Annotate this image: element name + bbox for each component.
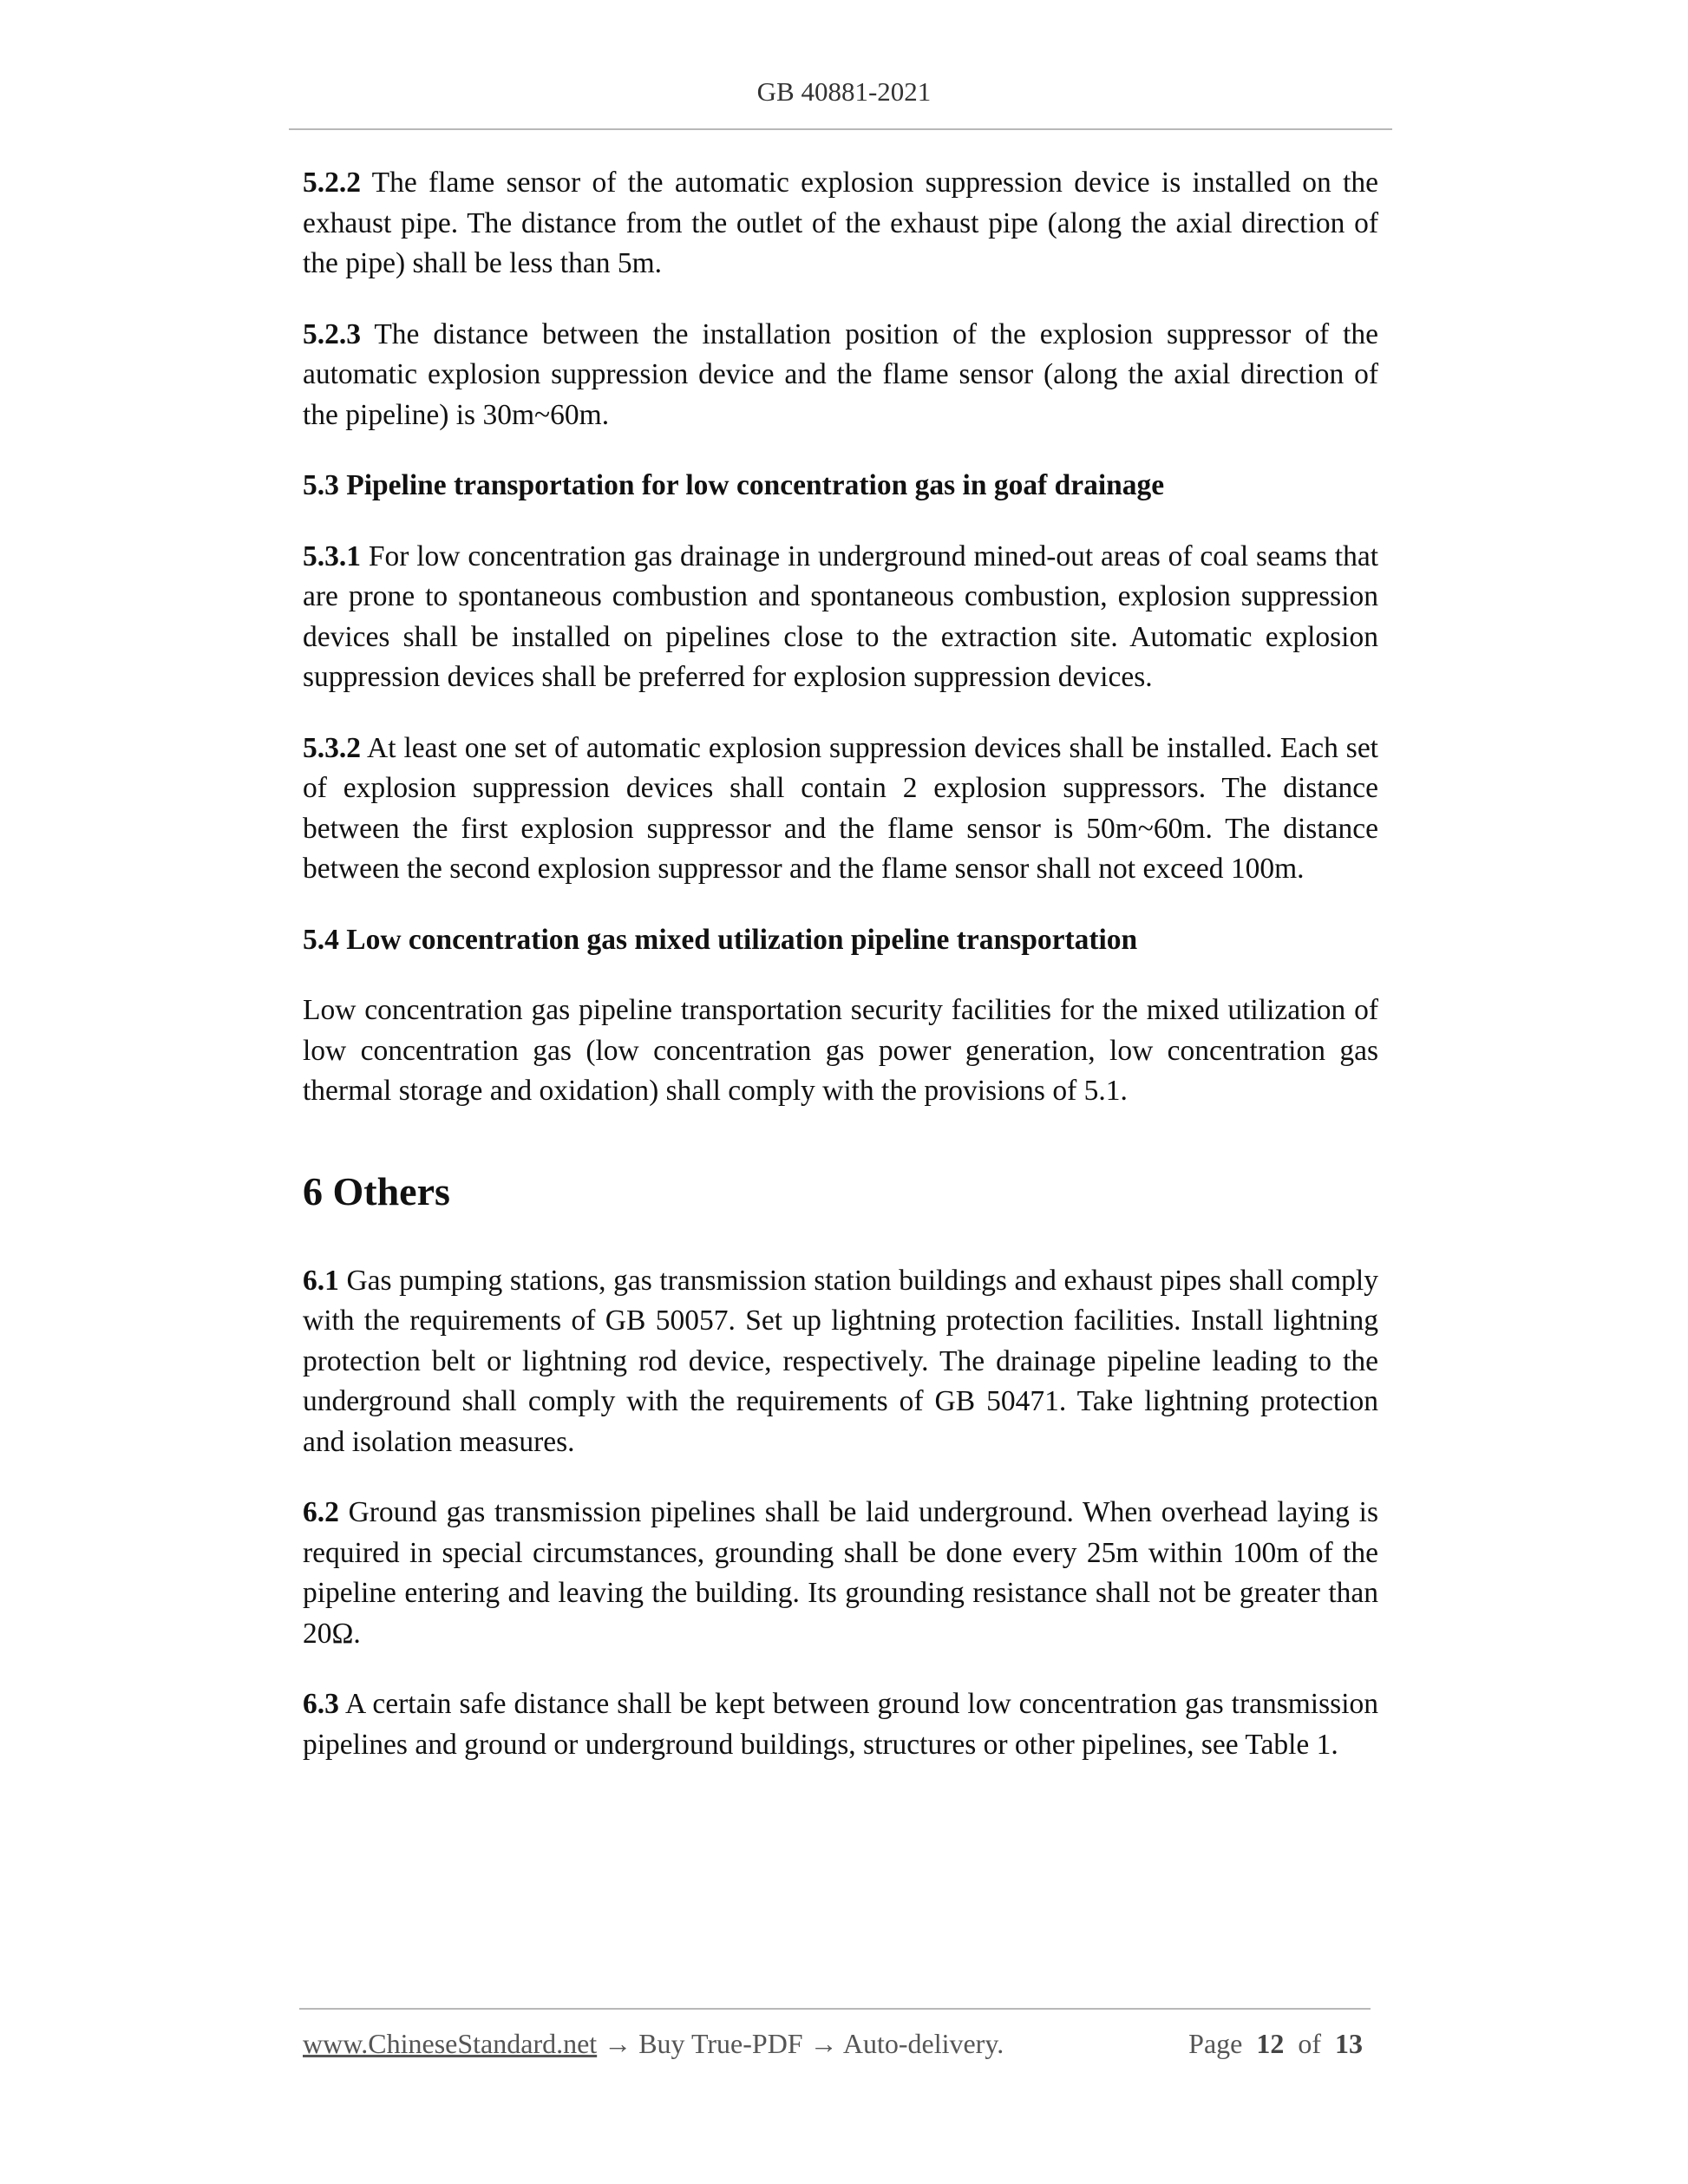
clause-5-3-2 (303, 729, 1378, 890)
heading-5-3: 5.3 Pipeline transportation for low concentration gas in goaf drainage (303, 469, 1165, 501)
footer-promo (303, 2028, 1004, 2060)
clause-6-2 (303, 1493, 1378, 1654)
clause-6-3 (303, 1684, 1378, 1765)
clause-number: 6.3 (303, 1688, 339, 1720)
clause-number: 6.1 (303, 1264, 339, 1297)
chapter-heading-6: 6 Others (303, 1168, 450, 1213)
clause-text: Gas pumping stations, gas transmission station buildings and exhaust pipes shall comply with the requirements of GB 50057. Set up lightning protection facilities. Install lightning protection belt or lightning rod device, respectively. The drainage pipeline leading to the underground shall comply with the requirements of GB 50471. Take lightning protection and isolation measures. (303, 1264, 1378, 1458)
clause-text: Ground gas transmission pipelines shall be laid underground. When overhead laying is required in special circumstances, grounding shall be done every 25m within 100m of the pipeline entering and leaving the building. Its grounding resistance shall not be greater than 20Ω. (303, 1496, 1378, 1650)
header-divider (289, 128, 1392, 130)
footer-divider (299, 2008, 1371, 2010)
clause-number: 5.2.3 (303, 317, 361, 350)
clause-5-3-1 (303, 537, 1378, 698)
clause-text: A certain safe distance shall be kept between ground low concentration gas transmission pipelines and ground or underground buildings, structures or other pipelines, see Table 1. (303, 1688, 1378, 1761)
clause-number: 5.2.2 (303, 167, 361, 199)
clause-text: The flame sensor of the automatic explosion suppression device is installed on the exhaust pipe. The distance from the outlet of the exhaust pipe (along the axial direction of the pipe) shall be less than 5m. (303, 167, 1378, 279)
document-body (303, 163, 1378, 1795)
clause-text: For low concentration gas drainage in underground mined-out areas of coal seams that are prone to spontaneous combustion and spontaneous combustion, explosion suppression devices shall be installed on pipelines close to the extraction site. Automatic explosion suppression devices shall be preferred for explosion suppression devices. (303, 539, 1378, 693)
paragraph-5-4: Low concentration gas pipeline transportation security facilities for the mixed utilization of low concentration gas (low concentration gas power generation, low concentration gas thermal storage and oxidation) shall comply with the provisions of 5.1. (303, 994, 1378, 1107)
page-label: Page (1188, 2028, 1243, 2059)
clause-number: 5.3.2 (303, 731, 361, 764)
of-label: of (1298, 2028, 1321, 2059)
total-page-count: 13 (1335, 2028, 1363, 2059)
current-page-number: 12 (1256, 2028, 1285, 2059)
footer-promo-text: → Buy True-PDF → Auto-delivery. (597, 2028, 1004, 2059)
clause-text: The distance between the installation position of the explosion suppressor of the automatic explosion suppression device and the flame sensor (along the axial direction of the pipeline) is 30m~60m. (303, 317, 1378, 431)
clause-5-2-2 (303, 163, 1378, 284)
page-header: GB 40881-2021 (756, 76, 932, 107)
website-link[interactable]: www.ChineseStandard.net (303, 2028, 598, 2059)
page-indicator (1188, 2028, 1363, 2060)
clause-5-2-3 (303, 315, 1378, 436)
clause-6-1 (303, 1261, 1378, 1463)
heading-5-4: 5.4 Low concentration gas mixed utilization pipeline transportation (303, 923, 1138, 956)
clause-number: 5.3.1 (303, 539, 361, 572)
clause-text: At least one set of automatic explosion suppression devices shall be installed. Each set of explosion suppression devices shall contain 2 explosion suppressors. The distance between the first explosion suppressor and the flame sensor is 50m~60m. The distance between the second explosion suppressor and the flame sensor shall not exceed 100m. (303, 731, 1378, 885)
clause-number: 6.2 (303, 1496, 339, 1528)
